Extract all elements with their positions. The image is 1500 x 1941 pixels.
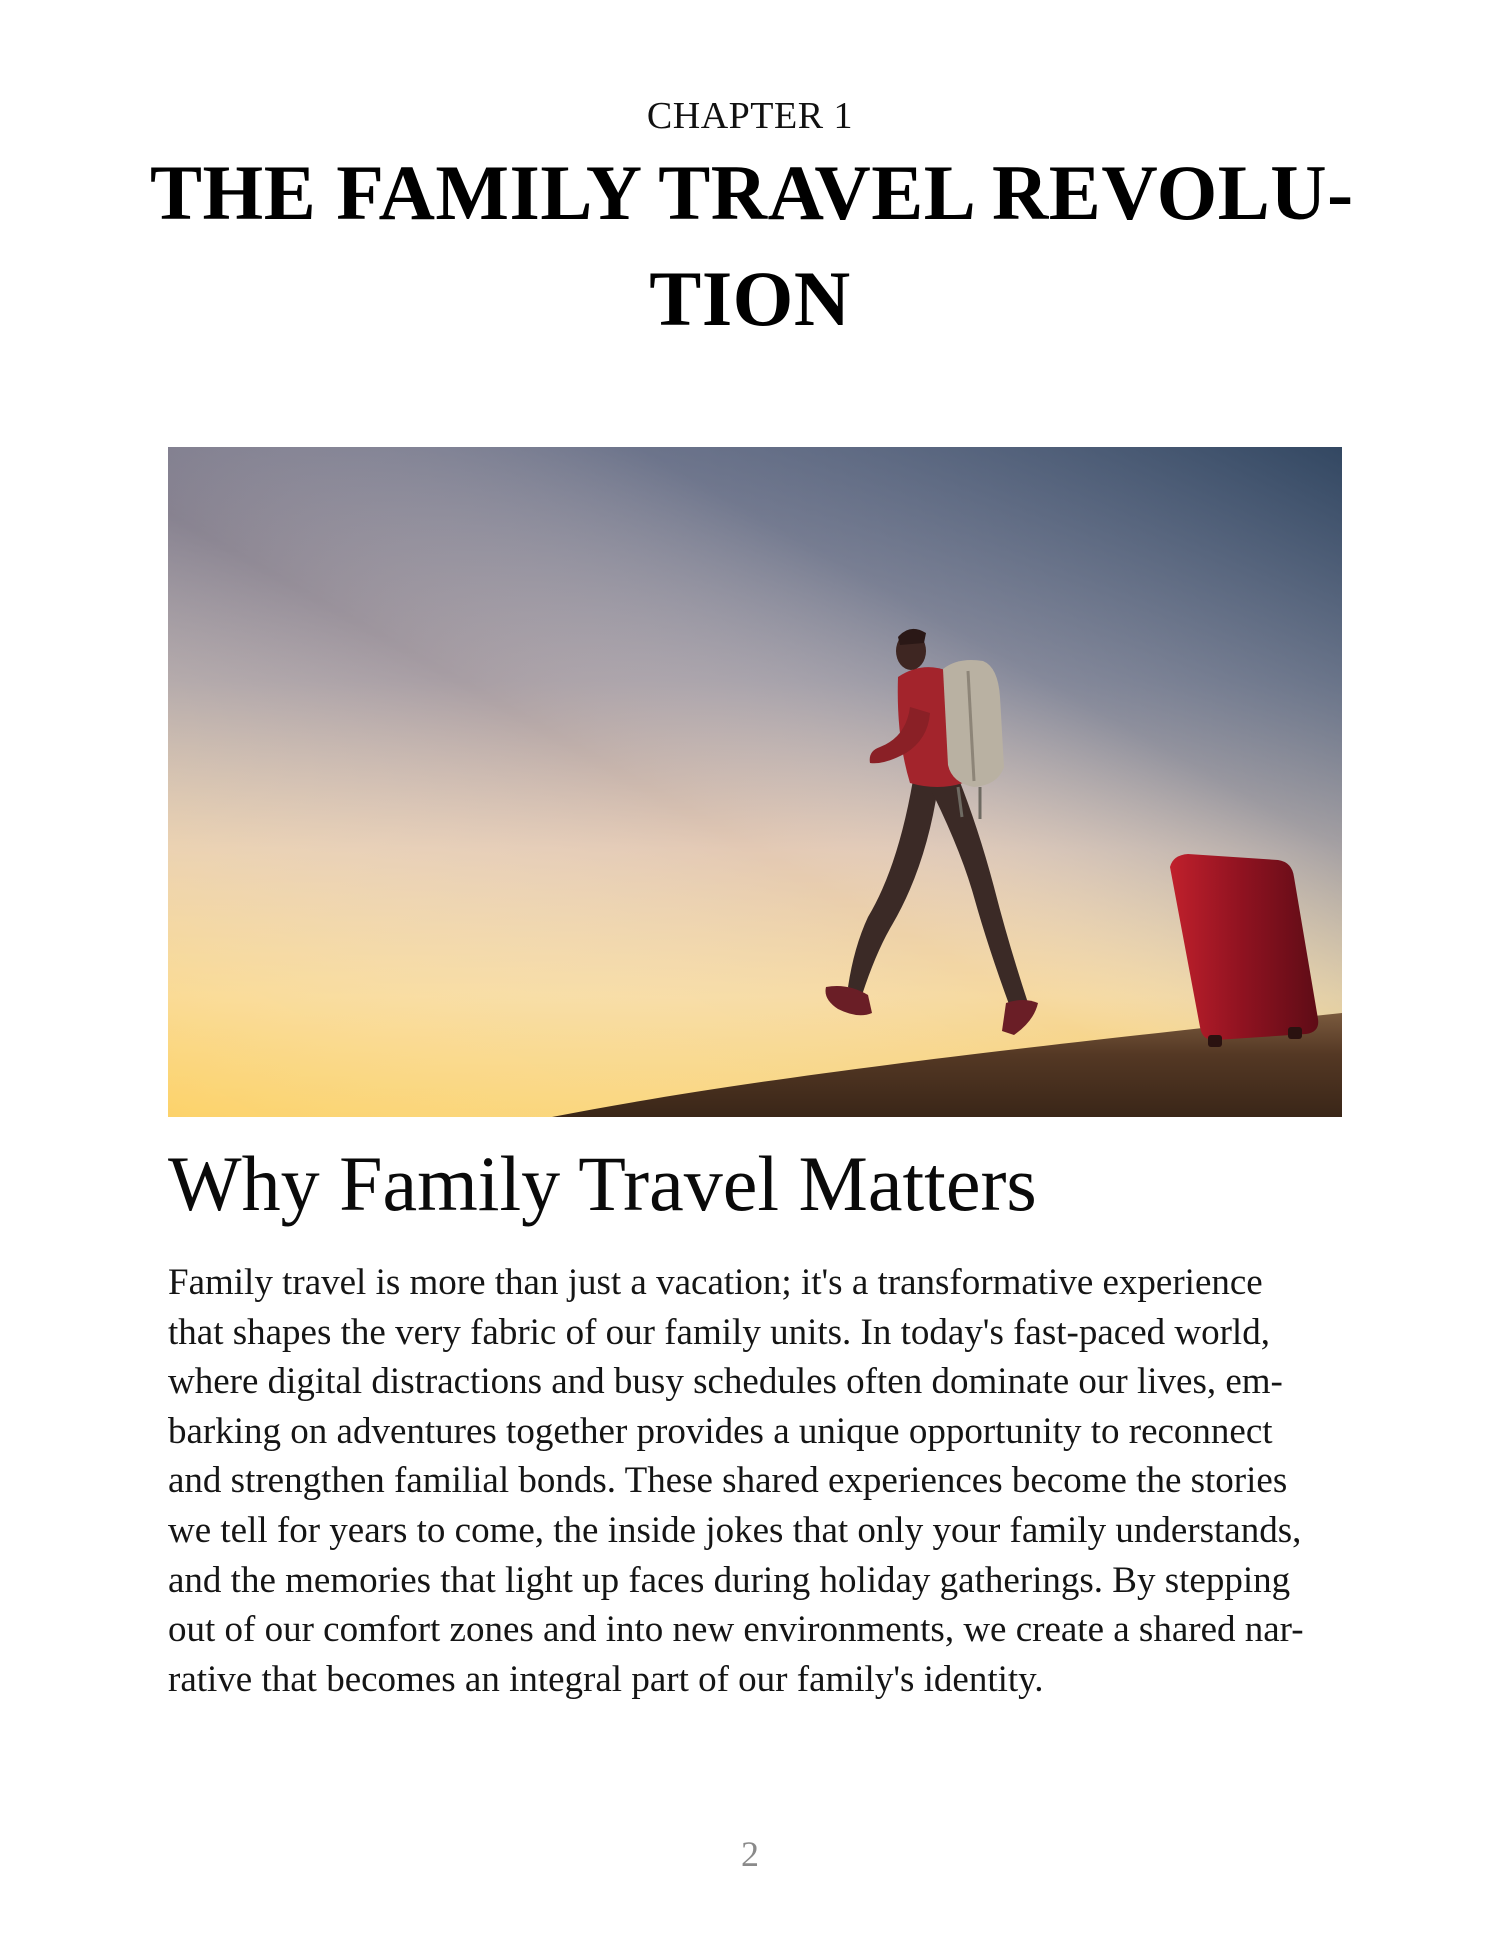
body-line: barking on adventures together provides a unique opportunity to reconnect [168,1410,1273,1452]
body-paragraph [168,1258,1408,1704]
chapter-title [150,140,1354,352]
body-line: out of our comfort zones and into new environments, we create a shared nar- [168,1609,1304,1651]
body-line: and the memories that light up faces during holiday gatherings. By stepping [168,1559,1291,1601]
chapter-title-line-2: TION [649,255,851,342]
body-line: Family travel is more than just a vacation; it's a transformative experience [168,1262,1263,1303]
body-line: that shapes the very fabric of our family units. In today's fast-paced world, [168,1311,1270,1353]
page-number: 2 [741,1834,759,1874]
section-heading: Why Family Travel Matters [168,1140,1037,1227]
body-line: rative that becomes an integral part of our family's identity. [168,1658,1044,1700]
body-line: and strengthen familial bonds. These shared experiences become the stories [168,1460,1288,1502]
chapter-title-line-1: THE FAMILY TRAVEL REVOLU- [150,149,1354,236]
body-line: where digital distractions and busy schedules often dominate our lives, em- [168,1361,1283,1403]
sunset-traveler-illustration [168,447,1342,1117]
body-line: we tell for years to come, the inside jokes that only your family understands, [168,1509,1302,1551]
chapter-label: CHAPTER 1 [646,95,854,137]
hero-image [168,447,1342,1117]
